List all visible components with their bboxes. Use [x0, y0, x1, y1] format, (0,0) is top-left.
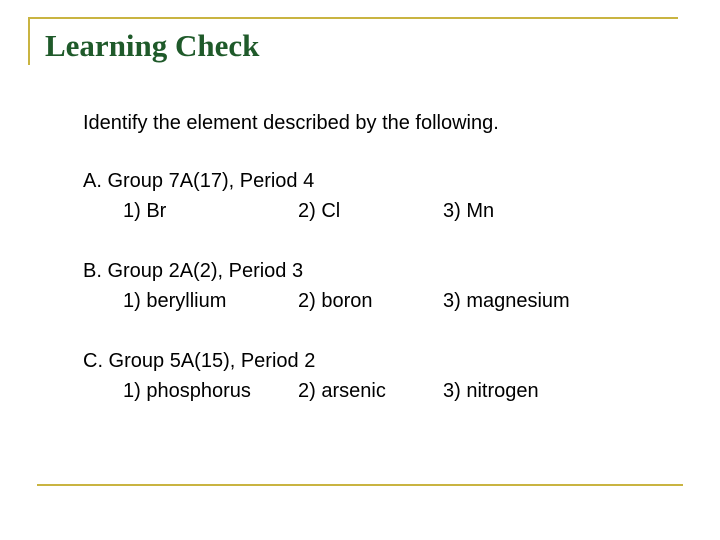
question-a-option-1: 1) Br — [123, 200, 167, 222]
question-c-option-3: 3) nitrogen — [443, 380, 539, 402]
top-rule — [28, 17, 678, 19]
question-a-option-3: 3) Mn — [443, 200, 495, 222]
question-b-prompt: B. Group 2A(2), Period 3 — [83, 260, 304, 282]
question-b-option-1: 1) beryllium — [123, 290, 227, 312]
question-c-prompt: C. Group 5A(15), Period 2 — [83, 350, 316, 372]
question-a-option-2: 2) Cl — [298, 200, 341, 222]
instruction-text: Identify the element described by the following. — [83, 112, 499, 134]
question-b-option-2: 2) boron — [298, 290, 373, 312]
question-c-option-1: 1) phosphorus — [123, 380, 251, 402]
bottom-rule — [37, 484, 683, 486]
question-b-option-3: 3) magnesium — [443, 290, 570, 312]
question-a-prompt: A. Group 7A(17), Period 4 — [83, 170, 315, 192]
question-c-option-2: 2) arsenic — [298, 380, 386, 402]
slide-title: Learning Check — [45, 28, 260, 63]
left-rule — [28, 17, 30, 65]
